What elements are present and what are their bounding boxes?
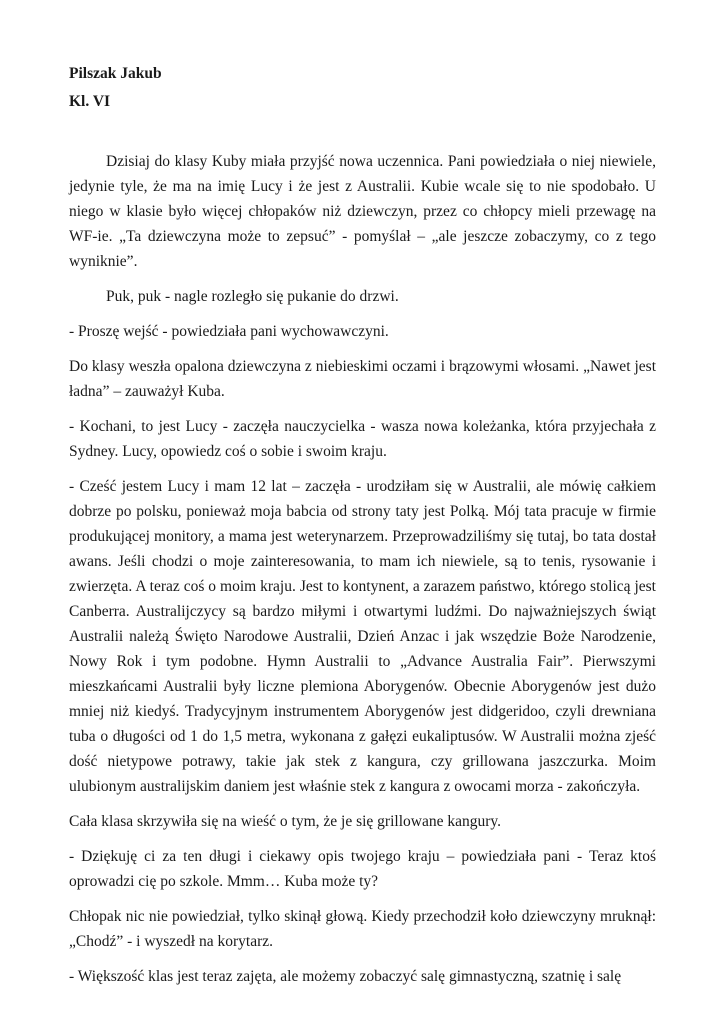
paragraph: Chłopak nic nie powiedział, tylko skinął głową. Kiedy przechodził koło dziewczyny mruknął: „Chodź” - i wyszedł na korytarz. [69,908,656,950]
paragraph: - Kochani, to jest Lucy - zaczęła nauczycielka - wasza nowa koleżanka, która przyjechała z Sydney. Lucy, opowiedz coś o sobie i swoim kraju. [69,418,656,460]
story-body [69,149,656,989]
paragraph: - Cześć jestem Lucy i mam 12 lat – zaczęła - urodziłam się w Australii, ale mówię całkiem dobrze po polsku, ponieważ moja babcia od strony taty jest Polką. Mój tata pracuje w firmie produkującej monitory, a mama jest weterynarzem. Przeprowadziliśmy się tutaj, bo tata dostał awans. Jeśli chodzi o moje zainteresowania, to mam ich niewiele, są to tenis, rysowanie i zwierzęta. A teraz coś o moim kraju. Jest to kontynent, a zarazem państwo, którego stolicą jest Canberra. Australijczycy są bardzo miłymi i otwartymi ludźmi. Do najważniejszych świąt Australii należą Święto Narodowe Australii, Dzień Anzac i jak wszędzie Boże Narodzenie, Nowy Rok i tym podobne. Hymn Australii to „Advance Australia Fair”. Pierwszymi mieszkańcami Australii były liczne plemiona Aborygenów. Obecnie Aborygenów jest dużo mniej niż kiedyś. Tradycyjnym instrumentem Aborygenów jest didgeridoo, czyli drewniana tuba o długości od 1 do 1,5 metra, wykonana z gałęzi eukaliptusów. W Australii można zjeść dość nietypowe potrawy, takie jak stek z kangura, czy grillowana jaszczurka. Moim ulubionym australijskim daniem jest właśnie stek z kangura z owocami morza - zakończyła. [69,478,656,795]
paragraph: Puk, puk - nagle rozległo się pukanie do drzwi. [106,288,399,305]
paragraph: Cała klasa skrzywiła się na wieść o tym, że je się grillowane kangury. [69,813,501,830]
paragraph: - Proszę wejść - powiedziała pani wychowawczyni. [69,323,389,340]
paragraph: Do klasy weszła opalona dziewczyna z niebieskimi oczami i brązowymi włosami. „Nawet jest ładna” – zauważył Kuba. [69,358,656,400]
paragraph: - Dziękuję ci za ten długi i ciekawy opis twojego kraju – powiedziała pani - Teraz ktoś oprowadzi cię po szkole. Mmm… Kuba może ty? [69,848,656,890]
document-header [69,60,656,116]
author-name: Pilszak Jakub [69,65,162,82]
document-page [69,60,656,999]
paragraph: - Większość klas jest teraz zajęta, ale możemy zobaczyć salę gimnastyczną, szatnię i salę [69,968,622,985]
class-grade: Kl. VI [69,93,111,110]
paragraph: Dzisiaj do klasy Kuby miała przyjść nowa uczennica. Pani powiedziała o niej niewiele, jedynie tyle, że ma na imię Lucy i że jest z Australii. Kubie wcale się to nie spodobało. U niego w klasie było więcej chłopaków niż dziewczyn, przez co chłopcy mieli przewagę na WF-ie. „Ta dziewczyna może to zepsuć” - pomyślał – „ale jeszcze zobaczymy, co z tego wyniknie”. [69,153,656,270]
